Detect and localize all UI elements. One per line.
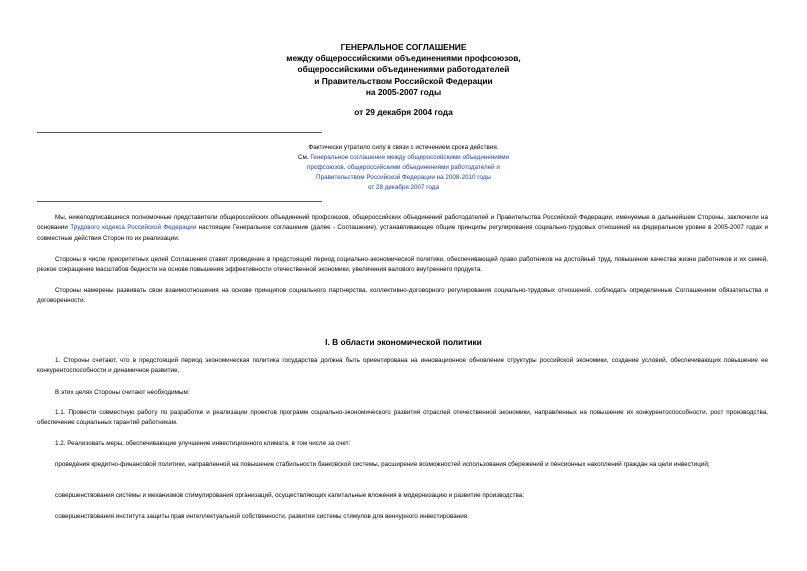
- title-line-3: общероссийскими объединениями работодателей: [297, 64, 510, 75]
- status-note-text: Фактически утратило силу в связи с истечением срока действия.: [308, 144, 499, 151]
- section-1-paragraph-2: В этих целях Стороны считают необходимым:: [55, 389, 190, 396]
- successor-agreement-link-4[interactable]: от 28 декабря 2007 года: [368, 184, 439, 191]
- preamble-paragraph-1: [37, 213, 768, 244]
- section-1-paragraph-6: совершенствования системы и механизмов стимулирования организаций, осуществляющих капитальные вложения в модернизацию и развитие производства;: [55, 492, 525, 499]
- preamble-p1-text-b: настоящее Генеральное соглашение (далее - Соглашение), устанавливающее общие принципы регулирования социально-трудовых отношений на федеральном уровне в 2005-2007 годах и совместные действия Сторон по их реализации.: [37, 224, 768, 242]
- section-1-paragraph-5: проведения кредитно-финансовой политики, направленной на повышение стабильности банковской системы, расширение возможностей использования сбережений и пенсионных накоплений граждан на цели инвестиций;: [55, 461, 710, 468]
- status-note: [230, 143, 577, 193]
- preamble-paragraph-2: Стороны в числе приоритетных целей Соглашения ставят проведение в предстоящий период социально-экономической политики, обеспечивающей право работников на достойный труд, повышение качества жизни работников и их семей, резкое сокращение масштабов бедности на основе повышения эффективности отечественной экономики, увеличения валового внутреннего продукта.: [37, 256, 768, 274]
- preamble-p1-text-a: Мы, нижеподписавшиеся полномочные представители общероссийских объединений профсоюзов, общероссийских объединений работодателей и Правительства Российской Федерации, именуемые в дальнейшем Стороны, заключили на основании: [37, 214, 768, 232]
- see-also-line-4: [230, 183, 577, 193]
- see-prefix: См.: [297, 154, 311, 161]
- section-1-paragraph-1: 1. Стороны считают, что в предстоящий период экономическая политика государства должна быть ориентирована на инновационное обновление структуры российской экономики, создание условий, обеспечивающих повышение ее конкурентоспособности и динамичное развитие.: [37, 357, 768, 375]
- see-also-line-2: [230, 163, 577, 173]
- section-1-paragraph-4: 1.2. Реализовать меры, обеспечивающие улучшение инвестиционного климата, в том числе за счет:: [55, 440, 351, 447]
- divider-top: [37, 132, 322, 133]
- divider-bottom: [37, 201, 322, 202]
- preamble-paragraph-3: Стороны намерены развивать свои взаимоотношения на основе принципов социального партнерства, коллективно-договорного регулирования социально-трудовых отношений, соблюдать определенные Соглашением обязательства и договоренности.: [37, 287, 768, 305]
- labor-code-link[interactable]: Трудового кодекса Российской Федерации: [70, 224, 197, 232]
- title-line-2: между общероссийскими объединениями профсоюзов,: [286, 53, 521, 64]
- see-also-line-3: [230, 173, 577, 183]
- section-1-paragraph-7: совершенствования института защиты прав интеллектуальной собственности, развития системы стимулов для венчурного инвестирования.: [55, 513, 469, 520]
- title-line-4: и Правительством Российской Федерации: [314, 75, 493, 86]
- see-also-line-1: [230, 153, 577, 163]
- successor-agreement-link-1[interactable]: Генеральное соглашение между общероссийскими объединениями: [310, 154, 510, 161]
- title-line-1: ГЕНЕРАЛЬНОЕ СОГЛАШЕНИЕ: [340, 42, 467, 52]
- document-title: [0, 42, 807, 98]
- successor-agreement-link-3[interactable]: Правительством Российской Федерации на 2008-2010 годы: [316, 174, 491, 181]
- document-date: от 29 декабря 2004 года: [354, 107, 453, 117]
- section-1-title: I. В области экономической политики: [325, 337, 482, 347]
- successor-agreement-link-2[interactable]: профсоюзов, общероссийскими объединениями работодателей и: [307, 164, 500, 171]
- section-1-paragraph-3: 1.1. Провести совместную работу по разработке и реализации проектов программ социально-экономического развития отраслей отечественной экономики, направленных на повышение их конкурентоспособности, рост производства, обеспечение социальных гарантий работникам.: [37, 409, 768, 427]
- title-line-5: на 2005-2007 годы: [365, 86, 442, 97]
